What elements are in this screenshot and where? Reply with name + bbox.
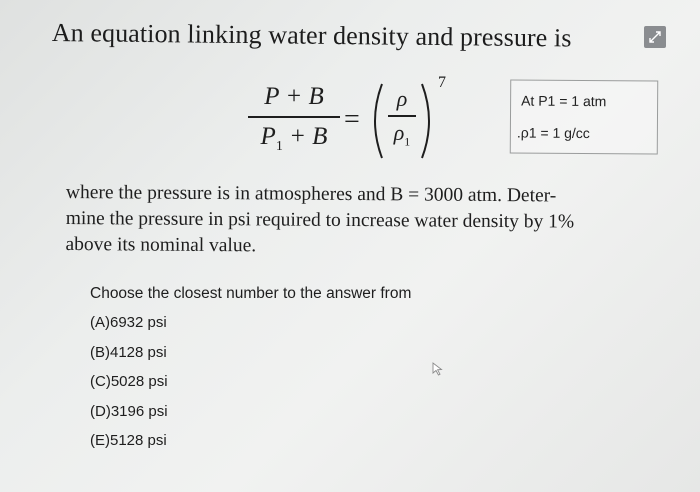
fraction-numerator: P + B: [264, 83, 324, 110]
denominator-p: P: [260, 123, 276, 150]
answer-options: [90, 313, 168, 461]
density-ratio-group: [366, 78, 436, 164]
exponent: 7: [438, 74, 446, 91]
answer-option-c[interactable]: (C)5028 psi: [90, 373, 168, 390]
reference-density: .ρ1 = 1 g/cc: [516, 124, 590, 142]
mouse-cursor-icon: [432, 362, 444, 376]
reference-conditions-box: [510, 79, 659, 154]
expand-icon: [648, 30, 662, 44]
ratio-bar: [388, 115, 416, 117]
density-ratio: [388, 86, 416, 149]
description-line: above its nominal value.: [65, 233, 257, 257]
equals-sign: =: [344, 104, 360, 135]
expand-button[interactable]: [644, 26, 666, 48]
description-line: mine the pressure in psi required to increase water density by 1%: [65, 207, 575, 233]
fraction-denominator: [248, 120, 340, 154]
description-line: where the pressure is in atmospheres and B = 3000 atm. Deter-: [65, 181, 557, 207]
answer-prompt: Choose the closest number to the answer from: [90, 285, 412, 302]
denominator-tail: + B: [282, 123, 328, 150]
ratio-denominator: [388, 120, 416, 149]
pressure-fraction: [248, 80, 340, 154]
ratio-denominator-index: 1: [404, 133, 411, 148]
answer-option-d[interactable]: (D)3196 psi: [90, 402, 168, 420]
reference-pressure: At P1 = 1 atm: [521, 92, 607, 110]
ratio-numerator: ρ: [396, 86, 408, 111]
denominator-subscript: 1: [275, 139, 283, 154]
answer-option-e[interactable]: (E)5128 psi: [90, 432, 167, 449]
density-pressure-equation: [248, 74, 468, 170]
answer-option-b[interactable]: (B)4128 psi: [90, 343, 167, 361]
question-headline: An equation linking water density and pressure is: [51, 18, 572, 53]
problem-description: [65, 180, 666, 262]
fraction-bar: [248, 116, 340, 118]
ratio-denominator-base: ρ: [393, 119, 405, 145]
answer-option-a[interactable]: (A)6932 psi: [90, 314, 167, 331]
